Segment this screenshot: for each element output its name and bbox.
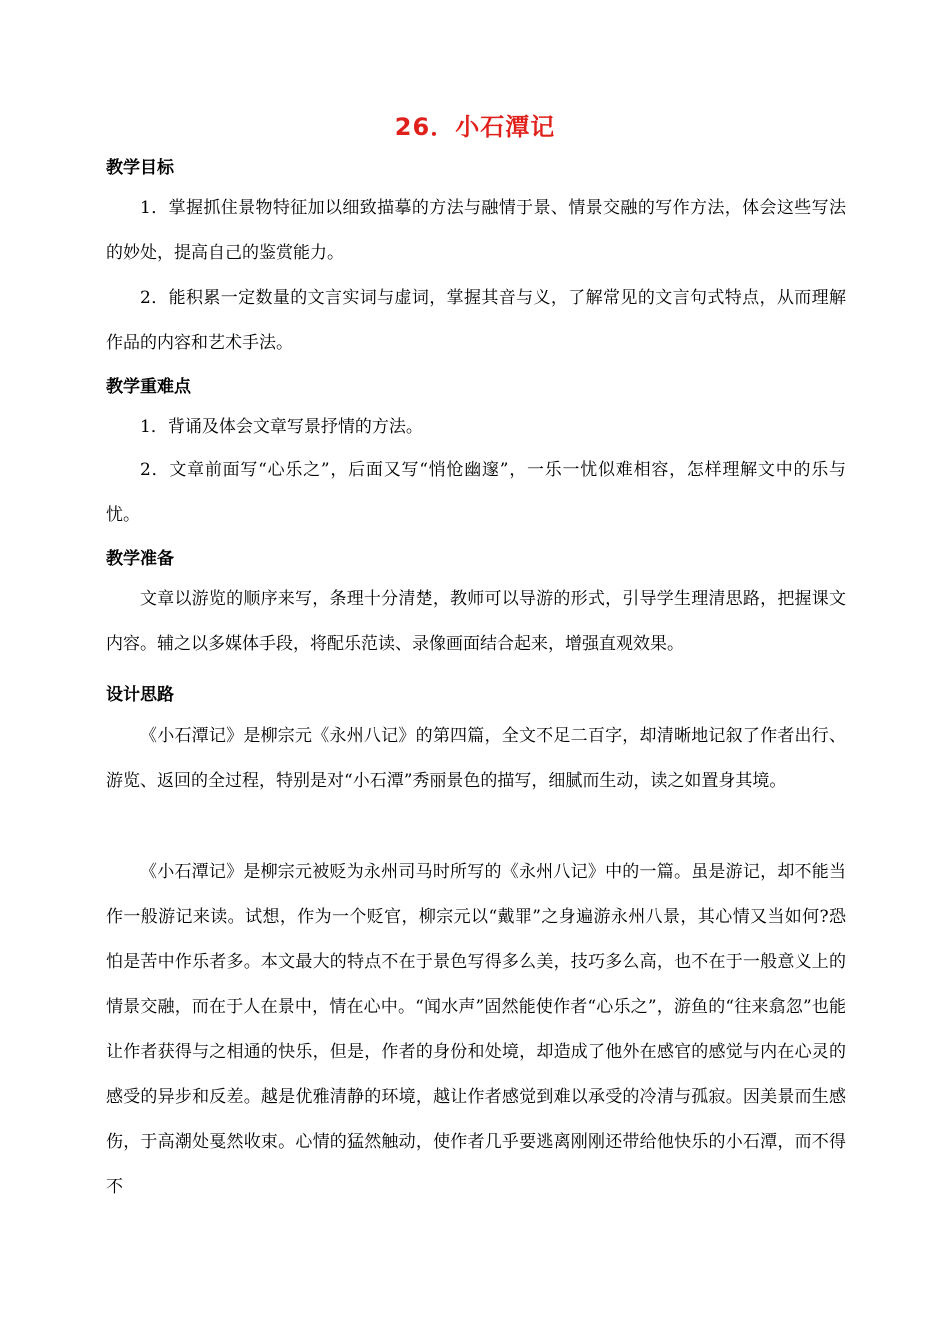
difficulty-paragraph-2: 2．文章前面写“心乐之”，后面又写“悄怆幽邃”，一乐一忧似难相容，怎样理解文中的乐与忧。 bbox=[106, 460, 846, 525]
section-heading-preparation: 教学准备 bbox=[106, 549, 174, 569]
document-title: 26．小石潭记 bbox=[394, 113, 556, 141]
design-paragraph-2: 《小石潭记》是柳宗元被贬为永州司马时所写的《永州八记》中的一篇。虽是游记，却不能当作一般游记来读。试想，作为一个贬官，柳宗元以“戴罪”之身遍游永州八景，其心情又当如何?恐怕是苦中作乐者多。本文最大的特点不在于景色写得多么美，技巧多么高，也不在于一般意义上的情景交融，而在于人在景中，情在心中。“闻水声”固然能使作者“心乐之”，游鱼的“往来翕忽”也能让作者获得与之相通的快乐，但是，作者的身份和处境，却造成了他外在感官的感觉与内在心灵的感受的异步和反差。越是优雅清静的环境，越让作者感觉到难以承受的冷清与孤寂。因美景而生感伤，于高潮处戛然收束。心情的猛然触动，使作者几乎要逃离刚刚还带给他快乐的小石潭，而不得不 bbox=[106, 862, 846, 1197]
section-heading-key-difficulties: 教学重难点 bbox=[106, 377, 191, 397]
section-heading-design-approach: 设计思路 bbox=[106, 685, 174, 705]
goal-paragraph-1: 1．掌握抓住景物特征加以细致描摹的方法与融情于景、情景交融的写作方法，体会这些写法的妙处，提高自己的鉴赏能力。 bbox=[106, 198, 846, 263]
difficulty-paragraph-1: 1．背诵及体会文章写景抒情的方法。 bbox=[140, 417, 423, 437]
design-paragraph-1: 《小石潭记》是柳宗元《永州八记》的第四篇，全文不足二百字，却清晰地记叙了作者出行、游览、返回的全过程，特别是对“小石潭”秀丽景色的描写，细腻而生动，读之如置身其境。 bbox=[106, 726, 846, 791]
goal-paragraph-2: 2．能积累一定数量的文言实词与虚词，掌握其音与义，了解常见的文言句式特点，从而理解作品的内容和艺术手法。 bbox=[106, 288, 846, 353]
preparation-paragraph: 文章以游览的顺序来写，条理十分清楚，教师可以导游的形式，引导学生理清思路，把握课文内容。辅之以多媒体手段，将配乐范读、录像画面结合起来，增强直观效果。 bbox=[106, 589, 846, 654]
section-heading-teaching-goals: 教学目标 bbox=[106, 158, 174, 178]
